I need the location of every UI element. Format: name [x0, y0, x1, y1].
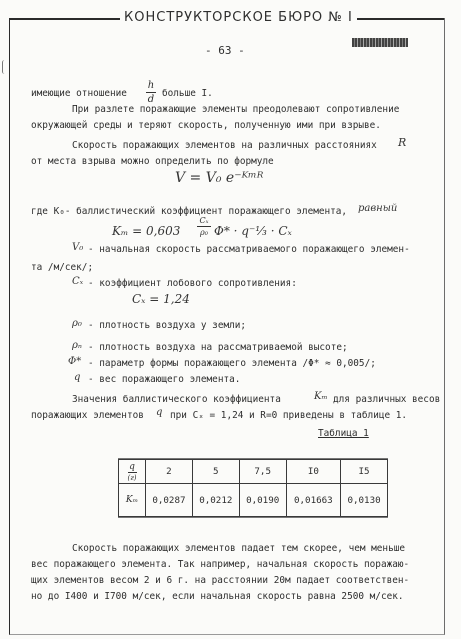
text-rhon: - плотность воздуха на рассматриваемой высоте;	[88, 342, 348, 353]
bureau-header: КОНСТРУКТОРСКОЕ БЮРО № I	[120, 10, 357, 25]
text-paragraph-line-1: Скорость поражающих элементов падает тем скорее, чем меньше	[72, 543, 406, 554]
table-cell: 0,01663	[286, 484, 340, 517]
sym-km: Kₘ	[314, 391, 328, 402]
text-phi: - параметр формы поражающего элемента /Φ* ≈ 0,005/;	[88, 358, 376, 369]
text-v0-a: - начальная скорость рассматриваемого поражающего элемен-	[88, 244, 410, 255]
table-row-weights	[119, 460, 388, 484]
text-line-2: При разлете поражающие элементы преодолевают сопротивление	[72, 104, 400, 115]
formula-cx-value: Cₓ = 1,24	[132, 292, 190, 306]
table-cell: I5	[341, 460, 388, 484]
table-cell: 0,0190	[239, 484, 286, 517]
table-cell: 0,0287	[146, 484, 193, 517]
formula-coef-left: Kₘ = 0,603	[112, 224, 181, 238]
redaction-stamp	[352, 38, 408, 47]
text-line-7a: Значения баллистического коэффициента	[72, 394, 281, 405]
sym-cx: Cₓ	[72, 276, 84, 287]
table-cell: 5	[192, 460, 239, 484]
text-paragraph-line-3: щих элементов весом 2 и 6 г. на расстоянии 20м падает соответствен-	[31, 575, 410, 586]
sym-rho0: ρ₀	[72, 318, 82, 329]
text-line-8a: поражающих элементов	[31, 410, 144, 421]
text-line-6b: равный	[358, 203, 398, 214]
text-paragraph-line-2: вес поражающего элемента. Так например, начальная скорость поражаю-	[31, 559, 410, 570]
punch-hole-mark	[2, 60, 7, 74]
sym-q-inline: q	[156, 407, 163, 418]
text-line-7b: для различных весов	[333, 394, 441, 405]
table-head-km: Kₘ	[119, 484, 146, 517]
text-cx: - коэффициент лобового сопротивления:	[88, 278, 297, 289]
text-rho0: - плотность воздуха у земли;	[88, 320, 247, 331]
hd-numerator: h	[147, 80, 155, 91]
text-line-1b: больше I.	[162, 88, 213, 99]
coef-denominator: ρ₀	[200, 228, 208, 237]
table-bottom-rule	[118, 517, 388, 518]
sym-v0: V₀	[72, 242, 84, 253]
table-cell: 2	[146, 460, 193, 484]
page-number: - 63 -	[205, 44, 245, 57]
text-line-6a: где K₀- баллистический коэффициент поражающего элемента,	[31, 206, 348, 217]
var-r: R	[398, 136, 407, 149]
table-cell: 7,5	[239, 460, 286, 484]
table-head-q-unit: (г)	[127, 473, 137, 482]
text-q: - вес поражающего элемента.	[88, 374, 241, 385]
coefficient-table	[118, 459, 388, 517]
text-line-4: Скорость поражающих элементов на различных расстояниях	[72, 140, 377, 151]
formula-coef-fraction	[197, 216, 211, 237]
table-head-q-num: q	[129, 461, 135, 472]
formula-coef-right: Φ* · q⁻⅓ · Cₓ	[214, 224, 292, 238]
text-line-1a: имеющие отношение	[31, 88, 127, 99]
hd-fraction	[146, 80, 156, 105]
sym-rhon: ρₙ	[72, 340, 82, 351]
table-cell: 0,0130	[341, 484, 388, 517]
sym-phi: Φ*	[68, 356, 82, 367]
text-v0-b: та /м/сек/;	[31, 262, 94, 273]
table-row-coefficients	[119, 484, 388, 517]
text-line-3: окружающей среды и теряют скорость, полученную ими при взрыве.	[31, 120, 381, 131]
text-line-8b: при Cₓ = 1,24 и R=0 приведены в таблице 1.	[170, 410, 408, 421]
table-cell: 0,0212	[192, 484, 239, 517]
coef-numerator: Cₓ	[199, 216, 209, 225]
hd-denominator: d	[147, 94, 155, 105]
table-caption: Таблица 1	[318, 428, 369, 439]
formula-velocity: V = V₀ e⁻ᴷᵐᴿ	[175, 170, 264, 186]
text-paragraph-line-4: но до I400 и I700 м/сек, если начальная скорость равна 2500 м/сек.	[31, 591, 404, 602]
table-head-q	[119, 460, 146, 484]
table-cell: I0	[286, 460, 340, 484]
sym-q: q	[74, 372, 81, 383]
text-line-5: от места взрыва можно определить по формуле	[31, 156, 274, 167]
